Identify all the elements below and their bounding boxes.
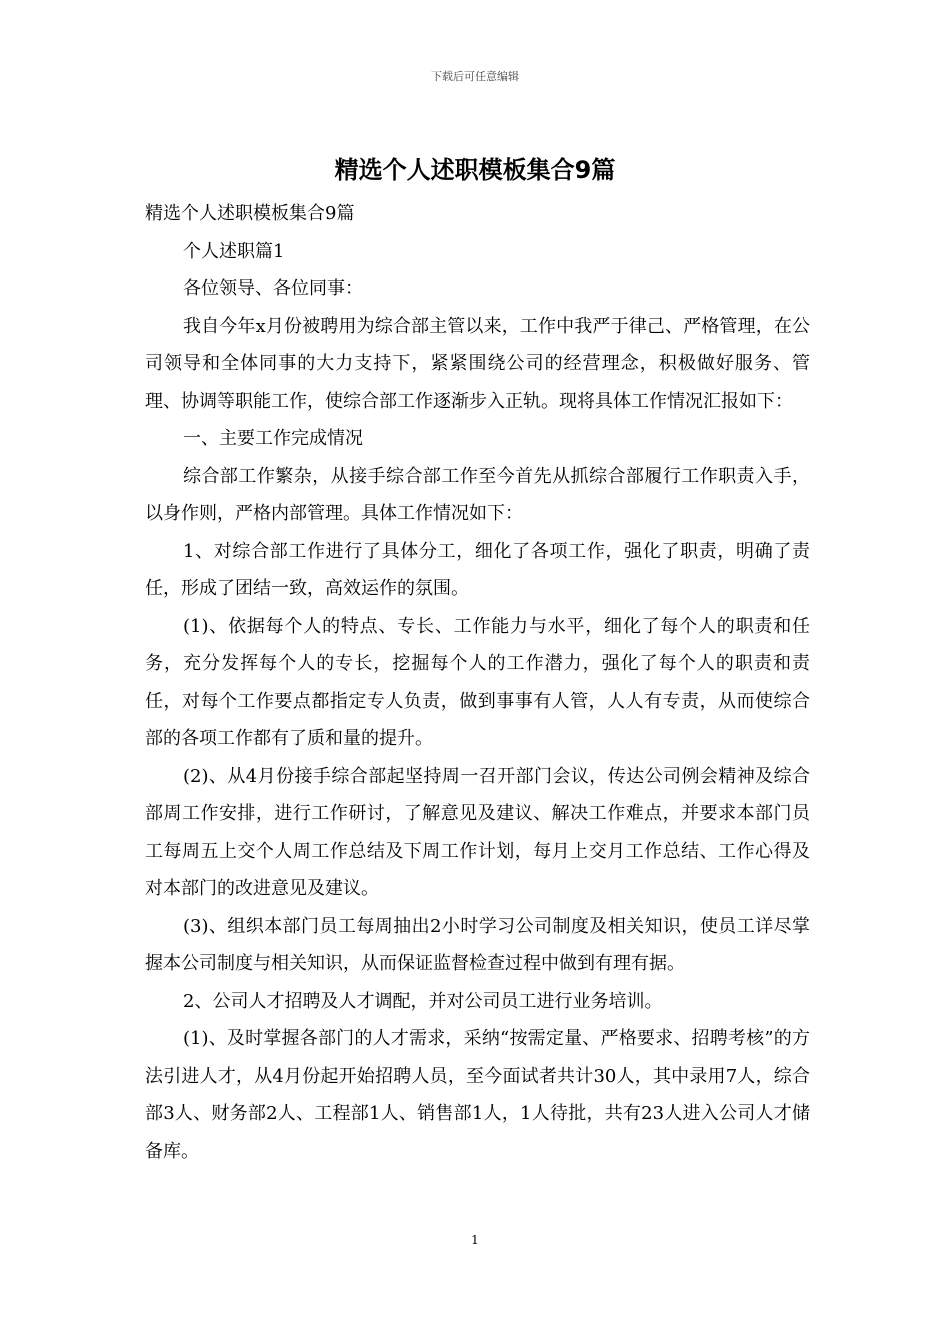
paragraph: (2)、从4月份接手综合部起坚持周一召开部门会议，传达公司例会精神及综合部周工作安排，进行工作研讨，了解意见及建议、解决工作难点，并要求本部门员工每周五上交个人周工作总结及下周工作计划，每月上交月工作总结、工作心得及对本部门的改进意见及建议。: [145, 765, 810, 899]
paragraph: (1)、及时掌握各部门的人才需求，采纳“按需定量、严格要求、招聘考核”的方法引进人才，从4月份起开始招聘人员，至今面试者共计30人，其中录用7人，综合部3人、财务部2人、工程部1人、销售部1人，1人待批，共有23人进入公司人才储备库。: [145, 1028, 810, 1162]
paragraph-salutation: 各位领导、各位同事：: [183, 278, 363, 299]
paragraph: 2、公司人才招聘及人才调配，并对公司员工进行业务培训。: [183, 990, 663, 1012]
paragraph-section-heading: 个人述职篇1: [183, 240, 285, 262]
document-body: [145, 195, 810, 1170]
page-header: 下载后可任意编辑: [431, 70, 519, 83]
document-title: 精选个人述职模板集合9篇: [334, 156, 616, 184]
paragraph: (1)、依据每个人的特点、专长、工作能力与水平，细化了每个人的职责和任务，充分发挥每个人的专长，挖掘每个人的工作潜力，强化了每个人的职责和责任，对每个工作要点都指定专人负责，做到事事有人管，人人有专责，从而使综合部的各项工作都有了质和量的提升。: [145, 615, 810, 749]
paragraph: 综合部工作繁杂，从接手综合部工作至今首先从抓综合部履行工作职责入手，以身作则，严格内部管理。具体工作情况如下：: [145, 465, 810, 524]
paragraph-subtitle: 精选个人述职模板集合9篇: [145, 203, 355, 224]
paragraph: (3)、组织本部门员工每周抽出2小时学习公司制度及相关知识，使员工详尽掌握本公司制度与相关知识，从而保证监督检查过程中做到有理有据。: [145, 915, 810, 974]
page-number: 1: [471, 1233, 479, 1247]
paragraph-heading: 一、主要工作完成情况: [183, 428, 363, 449]
paragraph: 1、对综合部工作进行了具体分工，细化了各项工作，强化了职责，明确了责任，形成了团结一致，高效运作的氛围。: [145, 540, 810, 599]
paragraph: 我自今年x月份被聘用为综合部主管以来，工作中我严于律己、严格管理，在公司领导和全体同事的大力支持下，紧紧围绕公司的经营理念，积极做好服务、管理、协调等职能工作，使综合部工作逐渐步入正轨。现将具体工作情况汇报如下：: [145, 315, 810, 412]
